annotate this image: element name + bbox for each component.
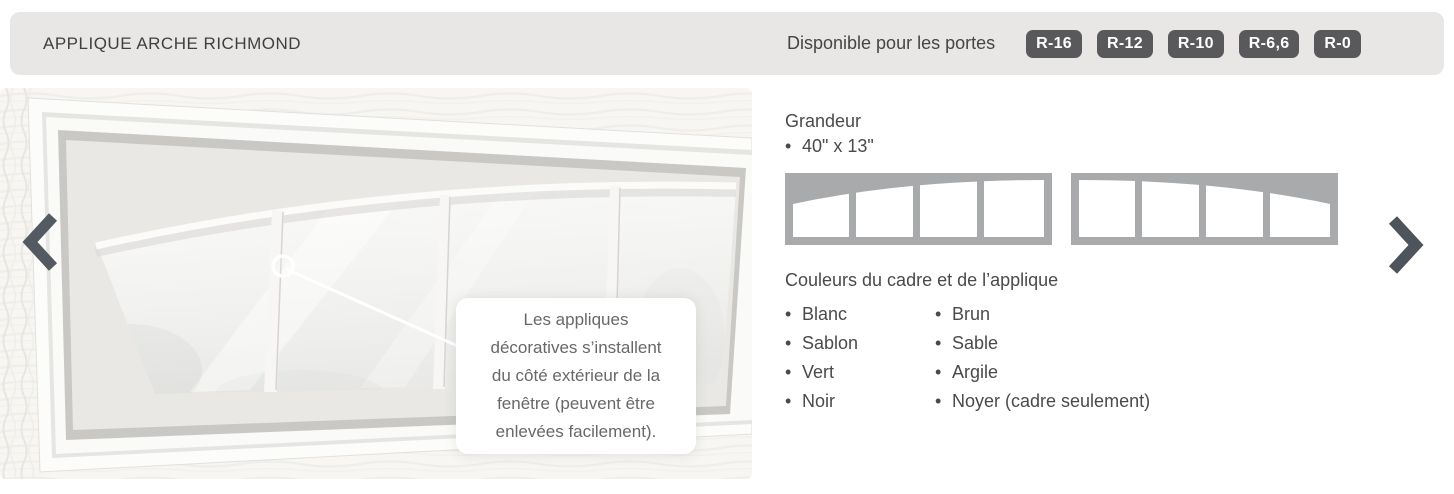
color-item: • Noir: [785, 387, 935, 416]
color-item: • Noyer (cadre seulement): [935, 387, 1150, 416]
size-list: [785, 132, 1433, 161]
photo-annotation: [456, 298, 696, 454]
chevron-left-icon: [22, 211, 60, 273]
color-list-left: [785, 300, 935, 416]
door-series-badge: R-10: [1168, 30, 1224, 58]
size-heading: Grandeur: [785, 111, 862, 131]
availability: [787, 12, 1361, 75]
annotation-line: du côté extérieur de la: [491, 366, 661, 385]
carousel-prev-button[interactable]: [22, 211, 60, 273]
product-photo: [0, 88, 752, 479]
door-series-badge: R-0: [1314, 30, 1361, 58]
door-series-badge: R-6,6: [1239, 30, 1300, 58]
door-series-badges: [1026, 30, 1361, 58]
window-shape-right-diagram: [1071, 173, 1338, 245]
size-item: • 40" x 13": [785, 132, 1433, 161]
availability-label: Disponible pour les portes: [787, 33, 996, 53]
color-item: • Sablon: [785, 329, 935, 358]
color-item: • Sable: [935, 329, 1150, 358]
door-series-badge: R-16: [1026, 30, 1082, 58]
product-header: [10, 12, 1444, 75]
product-details: [785, 110, 1433, 416]
door-series-badge: R-12: [1097, 30, 1153, 58]
page-title: APPLIQUE ARCHE RICHMOND: [43, 33, 302, 53]
colors-heading: Couleurs du cadre et de l’applique: [785, 270, 1059, 290]
annotation-line: Les appliques: [523, 310, 629, 329]
color-item: • Argile: [935, 358, 1150, 387]
color-columns: [785, 300, 1433, 416]
color-item: • Brun: [935, 300, 1150, 329]
annotation-line: enlevées facilement).: [495, 422, 657, 441]
annotation-line: fenêtre (peuvent être: [497, 394, 655, 413]
annotation-line: décoratives s’installent: [490, 338, 662, 357]
color-item: • Blanc: [785, 300, 935, 329]
color-list-right: [935, 300, 1150, 416]
window-shape-diagrams: [785, 173, 1433, 245]
color-item: • Vert: [785, 358, 935, 387]
window-shape-left-diagram: [785, 173, 1052, 245]
